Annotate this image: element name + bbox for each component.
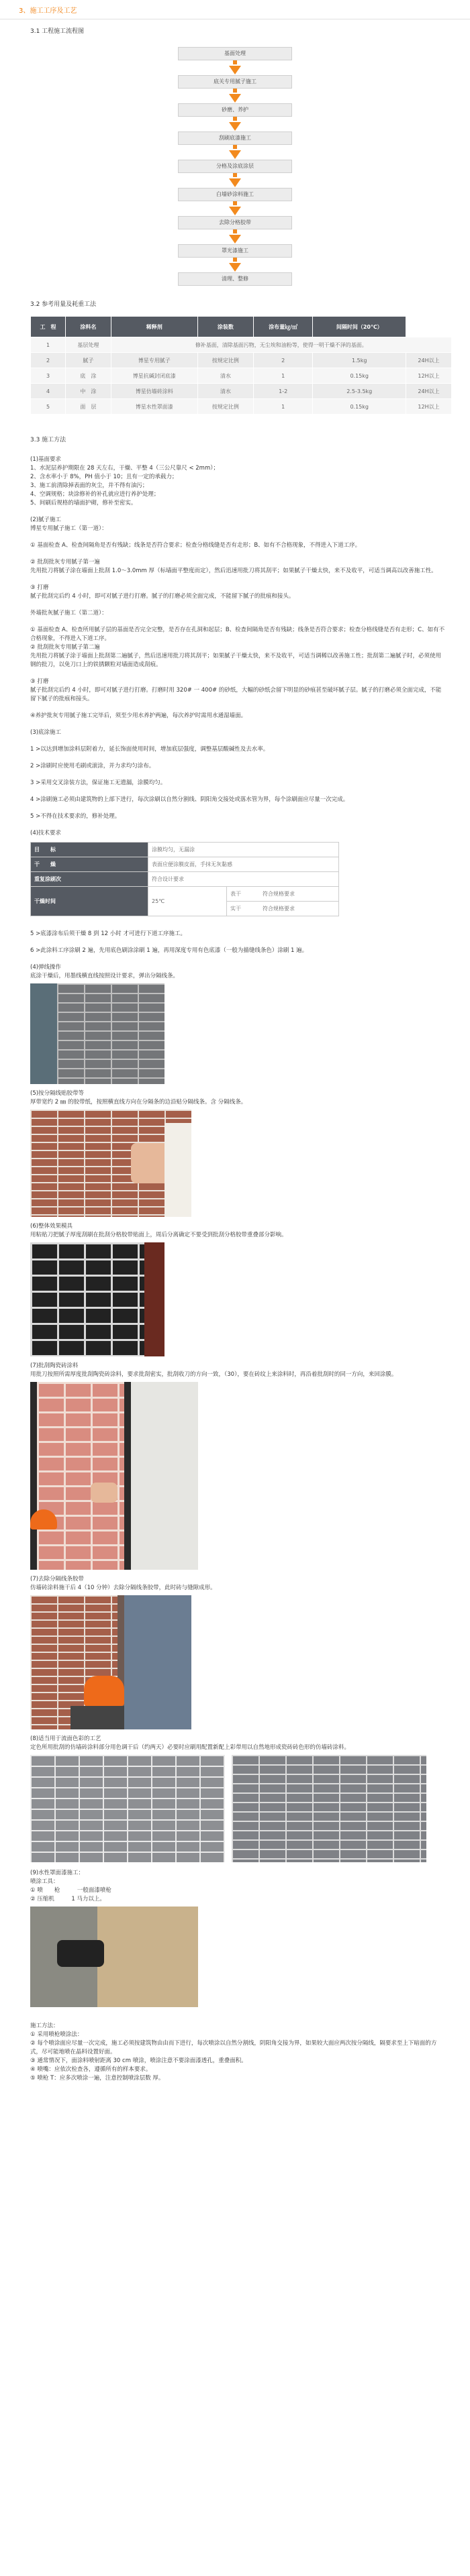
table-row <box>31 857 339 872</box>
cell-coats: 1-2 <box>253 384 313 399</box>
putty-paragraph: 腻子批刮完后约 4 小时，即可对腻子进行打磨。打磨时用 320# 一 400# 的砂纸，大幅的砂纸会留下明显的砂痕甚至破坏腻子层。腻子的打磨必须全面完成，不能留下腻子的批痕和接头。 <box>30 687 442 702</box>
cell-thinner: 清水 <box>197 384 253 399</box>
dry-value: 符合规格要求 <box>263 906 295 912</box>
tape-title: (5)按分隔线贴胶带等 <box>30 1090 85 1097</box>
methods-body-4 <box>30 1222 446 1240</box>
tech-key: 目 标 <box>31 843 148 857</box>
photo-mold <box>30 1242 164 1356</box>
cell-interval: 12H以上 <box>406 368 452 384</box>
cell-material: 博星专用腻子 <box>111 353 197 368</box>
primer-line: 4 >涂刷施工必须由建筑物的上部下进行，每次涂刷以自然分割线、阴阳角交接处或落水管为界，每个涂刷面应尽量一次完成。 <box>30 796 349 803</box>
cell-interval: 12H以上 <box>406 399 452 415</box>
mold-title: (6)整体效果模具 <box>30 1223 73 1230</box>
methods-body-7 <box>30 1735 446 1752</box>
tech-temp: 25℃ <box>148 887 227 916</box>
color-title: (8)适当用于流面色彩的工艺 <box>30 1735 101 1742</box>
cell-description: 修补基面，清除基面污物，无尘埃和油粉等，使得一明干燥不泽的基面。 <box>111 337 451 353</box>
flow-step: 刮刷底漆施工 <box>178 131 292 145</box>
putty-paragraph: 先用批刀将腻子涂在墙面上批刮 1.0～3.0mm 厚（标墙面平整度而定），然后迅速用批刀将其刮平；如果腻子干燥太快，来不及收平，可适当调高以改善施工性。 <box>30 568 437 574</box>
tech-dry-row <box>227 902 339 916</box>
table-row <box>31 843 339 857</box>
down-arrow-icon <box>229 263 241 272</box>
cell-coats: 2 <box>253 353 313 368</box>
down-arrow-icon <box>229 122 241 131</box>
methods-body-9 <box>30 2022 446 2083</box>
primer-line: 2 >涂刷时应使用毛刷或滚涂，并力求均匀涂布。 <box>30 763 155 769</box>
putty-paragraph: ③ 打磨 <box>30 584 49 591</box>
photo-pair-color <box>30 1755 433 1862</box>
substrate-line: 5、间刷后规格的墙面护砌，修补至密实。 <box>30 500 137 506</box>
table-row <box>31 872 339 887</box>
putty-paragraph: 先用批刀将腻子涂于墙面上批刮第二遍腻子，然后迅速用批刀将其刮平；如果腻子干燥太快，来不及收平，可适当调稀以改善施工性；批刮第二遍腻子时，必须使用钢的批刀，以免刀口上的铁锈颗粒对墙面造成刮痕。 <box>30 653 442 668</box>
flow-arrow <box>0 258 470 272</box>
flow-step: 清理、整修 <box>178 272 292 286</box>
col-process: 工 程 <box>31 317 66 337</box>
flow-arrow <box>0 229 470 244</box>
topcoat-line: ① 喷 枪 一般面漆喷枪 <box>30 1887 111 1894</box>
down-arrow-icon <box>229 235 241 244</box>
cell-index: 2 <box>31 353 66 368</box>
mold-text: 用粘贴刀把腻子厚度刮刷在批刮分格胶带贴面上，周后分离确定不要受到批刮分格胶带重叠部分影响。 <box>30 1232 287 1238</box>
substrate-line: 2、含水率小于 8%，PH 值小于 10；且有一定的承载力； <box>30 474 178 480</box>
putty-paragraph: ② 批刮批灰专用腻子第二遍 <box>30 644 100 651</box>
down-arrow-icon <box>229 66 241 74</box>
cell-coverage: 1.5kg <box>313 353 406 368</box>
cell-thinner: 按规定比例 <box>197 353 253 368</box>
materials-heading: 3.2 参考用量及耗重工法 <box>30 301 97 308</box>
methods-body-8 <box>30 1869 446 1904</box>
cell-index: 3 <box>31 368 66 384</box>
substrate-line: 3、施工前清除掉表面的灰尘，并不得有油污； <box>30 482 148 489</box>
dry-type: 实干 <box>230 906 241 912</box>
primer-line: 1 >以达到增加涂料层附着力，延长饰面使用时间，增加底层强度，调整基层酸碱性及去水率。 <box>30 746 269 753</box>
cell-coverage: 0.15kg <box>313 368 406 384</box>
flowchart-heading: 3.1 工程施工流程图 <box>30 28 85 35</box>
tech-value: 表面应便涂膜皮面，手抹无灰黏感 <box>148 857 339 872</box>
cell-coats: 1 <box>253 368 313 384</box>
tape-text: 厚带宽约 2 ㎜ 的胶带纸，按照横直线方向在分隔条的边沿贴分隔线条。含 分隔线条。 <box>30 1099 247 1106</box>
tech-key: 重复涂刷次 <box>31 872 148 887</box>
down-arrow-icon <box>229 178 241 187</box>
cell-process: 基层处理 <box>66 337 111 353</box>
col-coverage: 涂布量㎏/㎡ <box>253 317 313 337</box>
dry-type: 表干 <box>230 891 241 897</box>
methods-body <box>30 455 446 838</box>
section-header <box>0 0 470 19</box>
spray-method-line: ① 采用喷枪喷涂法： <box>30 2031 83 2038</box>
tech-title: (4)技术要求 <box>30 830 62 837</box>
col-thinner: 稀释剂 <box>111 317 197 337</box>
spray-method-line: ② 每个喷涂面应尽量一次完成，施工必须按建筑物由由而下进行，每次喷涂以自然分割线，阴阳角交接为界，如果较大面应两次按分隔线，隔要求至上下暗面的方式，尽可能地喷在晶料设置好面。 <box>30 2040 437 2055</box>
tech-value: 符合设计要求 <box>148 872 339 887</box>
tech-dry-row <box>227 887 339 902</box>
spray-method-line: ④ 喷嘴：应依次检查各，遵循所有的样本要求。 <box>30 2066 152 2073</box>
methods-body-2 <box>30 930 446 981</box>
spray-method-line: ⑤ 喷枪 T：应多次喷涂一遍，注意控制喷涂层数 厚。 <box>30 2075 164 2082</box>
cell-interval: 24H以上 <box>406 353 452 368</box>
color-text: 定色所用批刮的仿墙砖涂料部分用色调干后（约两天）必要时应刷用配置新配上彩带用以自然地形成瓷砖砖色形的仿墙砖涂料。 <box>30 1744 350 1751</box>
down-arrow-icon <box>229 150 241 159</box>
down-arrow-icon <box>229 94 241 103</box>
primer-line: 3 >采用交叉涂装方法，保证施工无遗漏，涂膜均匀。 <box>30 780 167 786</box>
photo-chalk-line <box>30 983 164 1084</box>
substrate-line: 4、空调规格；块涂修补的补孔就应进行养护处理； <box>30 491 160 498</box>
scrape-title: (7)批刮陶瓷砖涂料 <box>30 1362 79 1369</box>
putty-subtitle: 博星专用腻子施工（第一道）： <box>30 525 107 532</box>
remove-tape-title: (7)去除分隔线条胶带 <box>30 1576 85 1582</box>
dry-value: 符合规格要求 <box>263 891 295 897</box>
cell-index: 4 <box>31 384 66 399</box>
topcoat-title: (9)水性罩面漆施工： <box>30 1870 85 1876</box>
spray-method-title: 施工方法： <box>30 2023 59 2029</box>
flow-arrow <box>0 145 470 160</box>
cell-interval: 24H以上 <box>406 384 452 399</box>
tech-requirements-table <box>30 842 339 916</box>
primer-line: 6 >此涂料工序涂刷 2 遍，先用底色刷涂涂刷 1 遍，再用深度专用有色底漆（一般为描缝线条色）涂刷 1 遍。 <box>30 947 308 954</box>
cell-index: 1 <box>31 337 66 353</box>
table-row <box>31 887 339 902</box>
cell-coverage: 0.15kg <box>313 399 406 415</box>
table-row <box>31 384 452 399</box>
cell-process: 中 涂 <box>66 384 111 399</box>
chalk-line-title: (4)弹线操作 <box>30 964 62 971</box>
putty-subtitle: 外墙批灰腻子施工（第二道）： <box>30 610 107 616</box>
cell-coverage: 2.5-3.5kg <box>313 384 406 399</box>
materials-table <box>30 316 452 415</box>
flow-step: 白墙砂涂料施工 <box>178 188 292 201</box>
cell-process: 底 涂 <box>66 368 111 384</box>
table-row <box>31 399 452 415</box>
flow-step: 分格及涂底涂层 <box>178 160 292 173</box>
process-flowchart <box>0 47 470 286</box>
col-material: 涂料名 <box>66 317 111 337</box>
chalk-line-text: 底涂干燥后，用墨线横直线按照设计要求，弹出分隔线条。 <box>30 973 179 979</box>
putty-paragraph: ③ 打磨 <box>30 678 49 685</box>
methods-body-3 <box>30 1089 446 1107</box>
methods-body-6 <box>30 1575 446 1593</box>
spray-method-line: ③ 通常情况下，面涂料喷射距离 30 cm 喷涂，喷涂注意不要涂面漆透孔，重叠面积。 <box>30 2057 247 2064</box>
topcoat-line: ② 压缩机 1 马力以上。 <box>30 1896 105 1902</box>
col-coats: 涂装数 <box>197 317 253 337</box>
flow-step: 罩光漆施工 <box>178 244 292 258</box>
tech-value: 涂膜均匀，无漏涂 <box>148 843 339 857</box>
table-row <box>31 368 452 384</box>
putty-title: (2)腻子施工 <box>30 517 62 523</box>
col-interval: 间隔时间（20℃） <box>313 317 406 337</box>
topcoat-line: 喷涂工具： <box>30 1878 59 1885</box>
photo-scrape <box>30 1382 198 1570</box>
cell-thinner: 按规定比例 <box>197 399 253 415</box>
section-title: 3、施工工序及工艺 <box>19 7 77 15</box>
photo-tape <box>30 1110 191 1217</box>
flow-step: 基面处理 <box>178 47 292 60</box>
cell-material: 博星抗碱封闭底漆 <box>111 368 197 384</box>
cell-coats: 1 <box>253 399 313 415</box>
putty-paragraph: ① 基面检查 A、检查所用腻子层的基面是否完全完整，是否存在孔洞和起层；B、检查间隔角是否有残缺；线条是否符合要求；检查分格线缝是否有走形；C、如有不合格现象，不得进入下道工序。 <box>30 627 445 642</box>
substrate-title: (1)基面要求 <box>30 456 62 463</box>
flow-step: 砂磨、养护 <box>178 103 292 117</box>
scrape-text: 用批刀按照所需厚度批刮陶瓷砖涂料，要求批刮密实，批刮收刀的方向一致，（30），要在砖纹上来涂料时，再沿着批刮时的同一方向，来回涂膜。 <box>30 1371 397 1378</box>
flow-step: 底关专用腻子施工 <box>178 75 292 89</box>
putty-paragraph: 腻子批刮完后约 4 小时，即可对腻子进行打磨。腻子的打磨必须全面完成，不能留下腻子的批痕和接头。 <box>30 593 295 600</box>
flow-arrow <box>0 201 470 216</box>
cell-material: 博星仿墙砖涂料 <box>111 384 197 399</box>
methods-body-5 <box>30 1362 446 1379</box>
tech-key: 干燥时间 <box>31 887 148 916</box>
substrate-line: 1、水泥层养护期限在 28 天左右，干燥、平整 4（三公尺靠尺 < 2mm）； <box>30 465 219 472</box>
remove-tape-text: 仿墙砖涂料施干后 4（10 分钟）去除分隔线条胶带，此时砖与缝隙成形。 <box>30 1585 216 1591</box>
down-arrow-icon <box>229 207 241 215</box>
cell-process: 面 层 <box>66 399 111 415</box>
primer-title: (3)底涂施工 <box>30 729 62 736</box>
flow-arrow <box>0 60 470 75</box>
flow-step: 去除分格胶带 <box>178 216 292 229</box>
cell-material: 博星水性罩面漆 <box>111 399 197 415</box>
tech-key: 干 燥 <box>31 857 148 872</box>
photo-remove-tape <box>30 1595 191 1729</box>
putty-paragraph: ④养护批灰专用腻子施工完毕后，须至少用水养护两遍，每次养护时需用水通湿墙面。 <box>30 712 247 719</box>
photo-spray <box>30 1907 198 2007</box>
flow-arrow <box>0 89 470 103</box>
cell-process: 腻子 <box>66 353 111 368</box>
cell-index: 5 <box>31 399 66 415</box>
putty-paragraph: ② 批刮批灰专用腻子第一遍 <box>30 559 100 566</box>
putty-paragraph: ① 基面检查 A、检查间隔角是否有残缺；线条是否符合要求；检查分格线缝是否有走形；B、如有不合格现象，不得进入下道工序。 <box>30 542 361 549</box>
methods-heading: 3.3 施工方法 <box>30 437 66 443</box>
cell-thinner: 清水 <box>197 368 253 384</box>
primer-line: 5 >底漆涂布后须干燥 8 到 12 小时 才可进行下道工序施工。 <box>30 930 186 937</box>
flow-arrow <box>0 117 470 131</box>
primer-line: 5 >不得在技术要求的，修补处理。 <box>30 813 121 820</box>
flow-arrow <box>0 173 470 188</box>
table-row <box>31 337 452 353</box>
table-row <box>31 353 452 368</box>
